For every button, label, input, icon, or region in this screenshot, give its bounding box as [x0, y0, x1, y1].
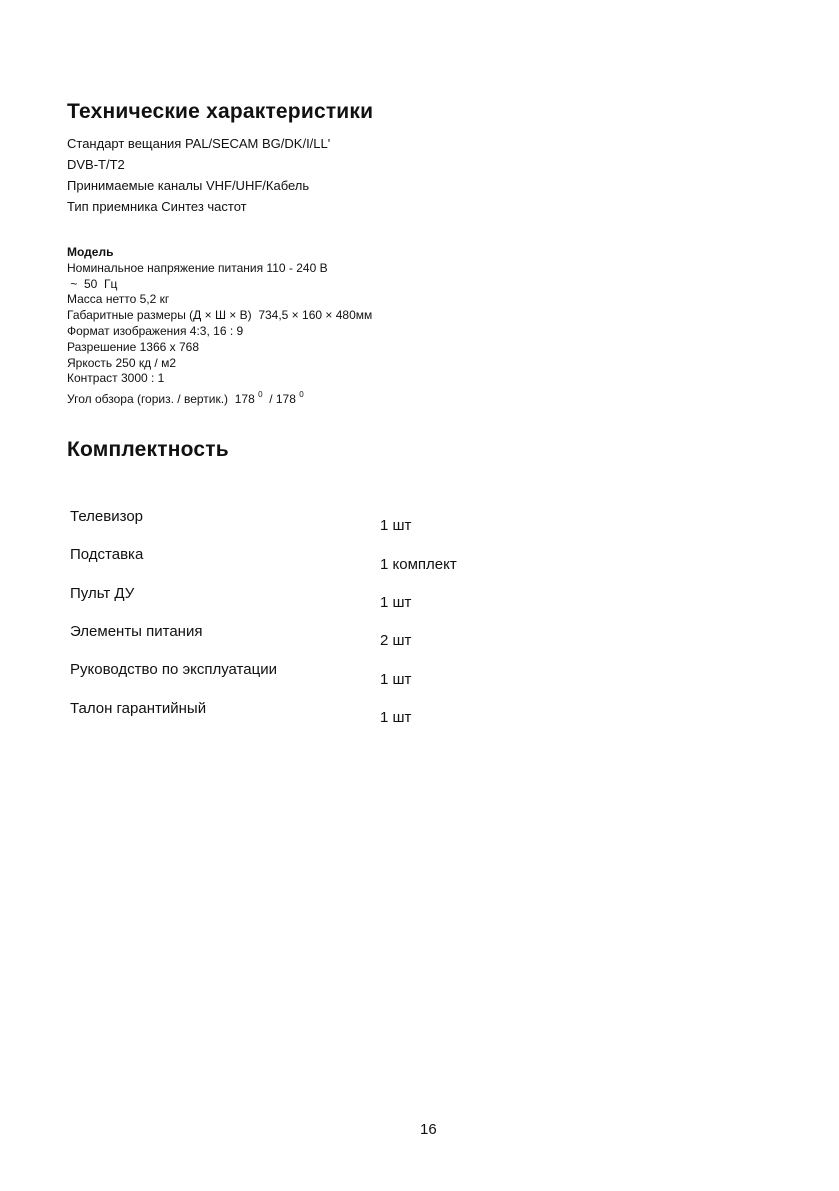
model-voltage: Номинальное напряжение питания 110 - 240 В — [67, 260, 328, 275]
model-contrast: Контраст 3000 : 1 — [67, 371, 165, 386]
degree-mark-v: 0 — [299, 390, 304, 400]
kit-item-name: Талон гарантийный — [70, 700, 207, 717]
kit-item-name: Пульт ДУ — [70, 585, 135, 602]
spec-line-dvb: DVB-T/T2 — [67, 157, 125, 172]
viewing-angle-h: Угол обзора (гориз. / вертик.) 178 — [67, 392, 255, 407]
kit-item-name: Руководство по эксплуатации — [70, 661, 277, 678]
viewing-angle-v: / 178 — [262, 392, 296, 407]
spec-line-broadcast: Стандарт вещания PAL/SECAM BG/DK/I/LL' — [67, 136, 331, 151]
kit-item-qty: 1 шт — [380, 709, 412, 726]
model-mass: Масса нетто 5,2 кг — [67, 292, 170, 307]
kit-item-name: Телевизор — [70, 508, 144, 525]
model-resolution: Разрешение 1366 x 768 — [67, 339, 200, 354]
kit-item-qty: 1 комплект — [380, 556, 457, 573]
model-viewing-angle — [67, 387, 372, 408]
kit-item-qty: 1 шт — [380, 671, 412, 688]
model-format: Формат изображения 4:3, 16 : 9 — [67, 323, 244, 338]
page-number: 16 — [420, 1121, 437, 1138]
kit-item-qty: 1 шт — [380, 594, 412, 611]
model-dimensions: Габаритные размеры (Д × Ш × В) 734,5 × 160 × 480мм — [67, 308, 373, 323]
specs-heading: Технические характеристики — [67, 100, 374, 123]
model-brightness: Яркость 250 кд / м2 — [67, 355, 177, 370]
degree-mark-h: 0 — [258, 390, 263, 400]
kit-heading: Комплектность — [67, 438, 229, 461]
kit-item-qty: 2 шт — [380, 632, 412, 649]
model-specs — [67, 245, 372, 408]
kit-item-name: Подставка — [70, 546, 144, 563]
kit-item-qty: 1 шт — [380, 517, 412, 534]
kit-item-name: Элементы питания — [70, 623, 203, 640]
spec-line-receiver: Тип приемника Синтез частот — [67, 199, 247, 214]
model-title: Модель — [67, 245, 114, 259]
model-frequency: ~ 50 Гц — [67, 276, 118, 291]
spec-line-channels: Принимаемые каналы VHF/UHF/Кабель — [67, 178, 310, 193]
